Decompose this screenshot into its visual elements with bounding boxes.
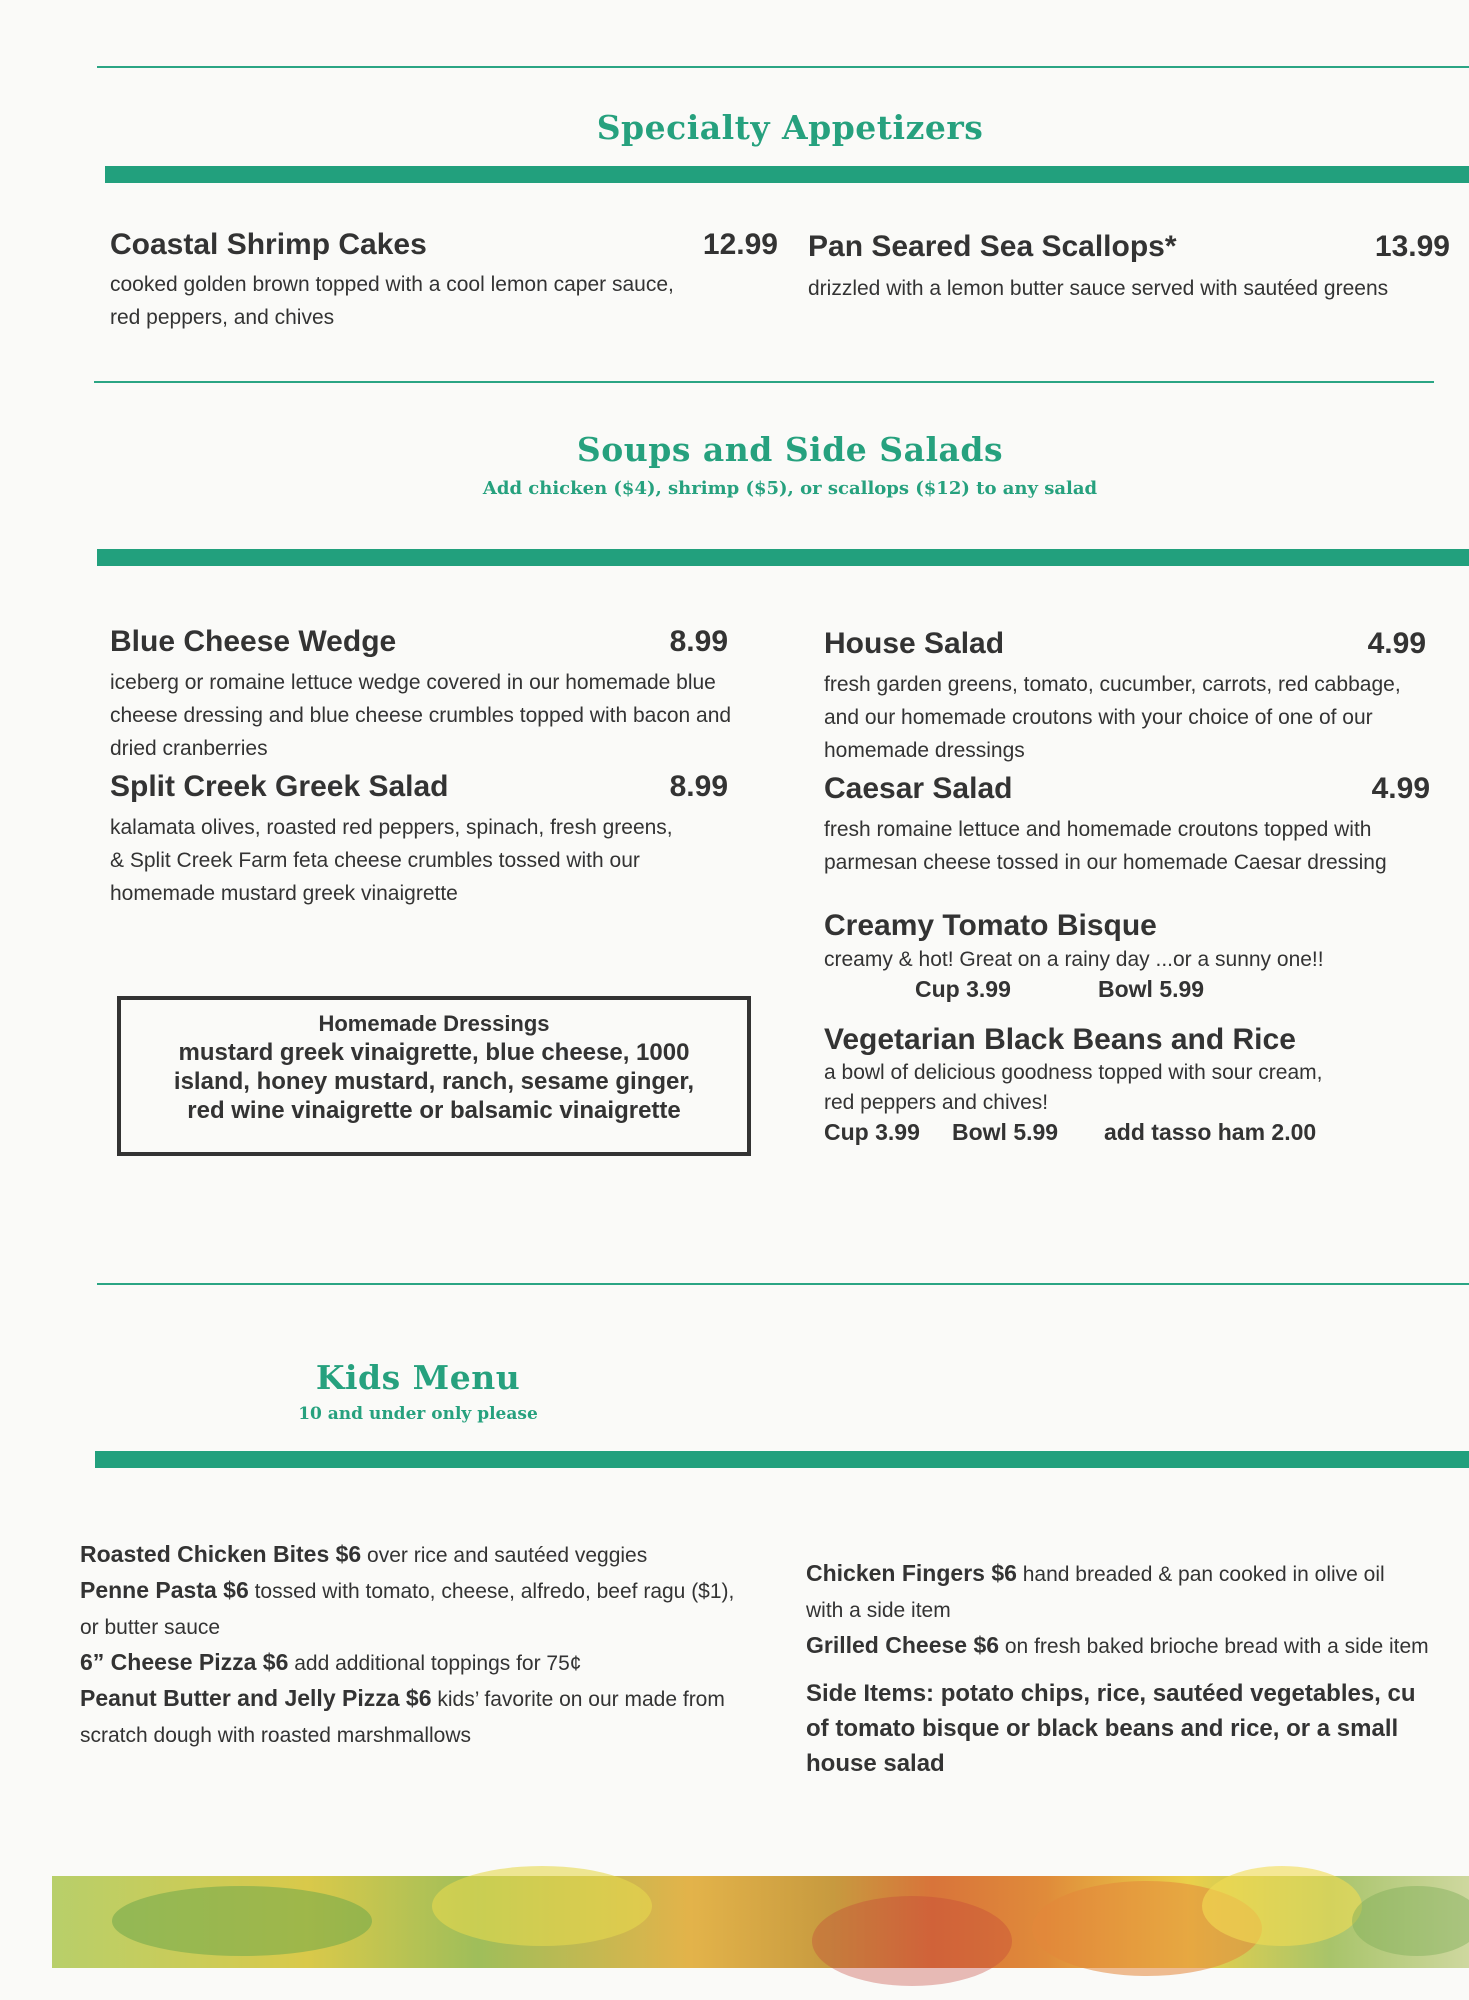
item-description: fresh romaine lettuce and homemade croutons topped with parmesan cheese tossed in our homemade Caesar dressing xyxy=(824,818,1387,874)
bowl-price: Bowl 5.99 xyxy=(952,1119,1059,1145)
item-name: Coastal Shrimp Cakes xyxy=(110,228,427,261)
side-items: Side Items: potato chips, rice, sautéed vegetables, cu of tomato bisque or black beans and rice, or a small house salad xyxy=(806,1680,1416,1777)
soups-title: Soups and Side Salads xyxy=(576,430,1004,469)
item-name: Caesar Salad xyxy=(824,772,1013,805)
divider xyxy=(97,1283,1469,1285)
list-item: Roasted Chicken Bites $6 over rice and sautéed veggies xyxy=(80,1541,648,1567)
dressings-line: mustard greek vinaigrette, blue cheese, 1000 xyxy=(178,1039,690,1066)
item-description: drizzled with a lemon butter sauce served with sautéed greens xyxy=(808,277,1389,300)
item-description: cooked golden brown topped with a cool lemon caper sauce, red peppers, and chives xyxy=(110,273,674,329)
kids-right-list xyxy=(806,1556,1429,1664)
produce-image-strip xyxy=(52,1876,1469,1968)
list-item: or butter sauce xyxy=(80,1616,221,1639)
item-price: 13.99 xyxy=(1374,230,1450,263)
item-name: Split Creek Greek Salad xyxy=(110,770,449,803)
item-price: 12.99 xyxy=(702,228,778,261)
item-name: Blue Cheese Wedge xyxy=(110,625,397,658)
dressings-line: red wine vinaigrette or balsamic vinaigrette xyxy=(187,1097,681,1124)
dressings-title: Homemade Dressings xyxy=(318,1011,550,1036)
kids-subtitle: 10 and under only please xyxy=(298,1404,538,1424)
kids-bar xyxy=(95,1451,1469,1468)
item-name: House Salad xyxy=(824,627,1005,660)
list-item: Penne Pasta $6 tossed with tomato, cheese, alfredo, beef ragu ($1), xyxy=(80,1577,735,1603)
top-divider xyxy=(97,66,1469,68)
divider xyxy=(94,381,1434,383)
item-description: fresh garden greens, tomato, cucumber, carrots, red cabbage, and our homemade croutons with your choice of one of our homemade dressings xyxy=(824,673,1401,762)
soups-bar xyxy=(97,549,1469,566)
list-item: Peanut Butter and Jelly Pizza $6 kids’ favorite on our made from xyxy=(80,1685,725,1711)
soups-subtitle: Add chicken ($4), shrimp ($5), or scallops ($12) to any salad xyxy=(482,478,1098,499)
list-item: 6” Cheese Pizza $6 add additional toppings for 75¢ xyxy=(80,1649,582,1675)
item-price: 8.99 xyxy=(669,625,728,658)
item-price: 8.99 xyxy=(669,770,728,803)
item-description: creamy & hot! Great on a rainy day ...or a sunny one!! xyxy=(824,948,1324,971)
appetizers-title: Specialty Appetizers xyxy=(596,108,984,147)
cup-price: Cup 3.99 xyxy=(824,1119,920,1145)
dressings-box xyxy=(117,996,751,1156)
list-item: with a side item xyxy=(806,1599,951,1622)
list-item: Grilled Cheese $6 on fresh baked brioche bread with a side item xyxy=(806,1632,1429,1658)
item-name: Vegetarian Black Beans and Rice xyxy=(824,1023,1296,1056)
bowl-price: Bowl 5.99 xyxy=(1098,976,1205,1002)
appetizers-bar xyxy=(105,166,1469,183)
kids-left-list xyxy=(80,1537,734,1753)
item-description: iceberg or romaine lettuce wedge covered in our homemade blue cheese dressing and blue cheese crumbles topped with bacon and dried cranberries xyxy=(110,671,732,760)
item-name: Creamy Tomato Bisque xyxy=(824,909,1157,942)
list-item: Chicken Fingers $6 hand breaded & pan cooked in olive oil xyxy=(806,1560,1385,1586)
item-price: 4.99 xyxy=(1367,627,1426,660)
cup-price: Cup 3.99 xyxy=(915,976,1011,1002)
kids-title: Kids Menu xyxy=(315,1358,521,1397)
item-name: Pan Seared Sea Scallops* xyxy=(808,230,1177,263)
addon-price: add tasso ham 2.00 xyxy=(1104,1119,1317,1145)
item-description: kalamata olives, roasted red peppers, spinach, fresh greens, & Split Creek Farm feta cheese crumbles tossed with our homemade mustard greek vinaigrette xyxy=(110,816,673,905)
dressings-line: island, honey mustard, ranch, sesame ginger, xyxy=(173,1068,695,1095)
item-price: 4.99 xyxy=(1371,772,1430,805)
list-item: scratch dough with roasted marshmallows xyxy=(80,1724,472,1747)
item-description: a bowl of delicious goodness topped with sour cream, red peppers and chives! xyxy=(824,1061,1323,1114)
